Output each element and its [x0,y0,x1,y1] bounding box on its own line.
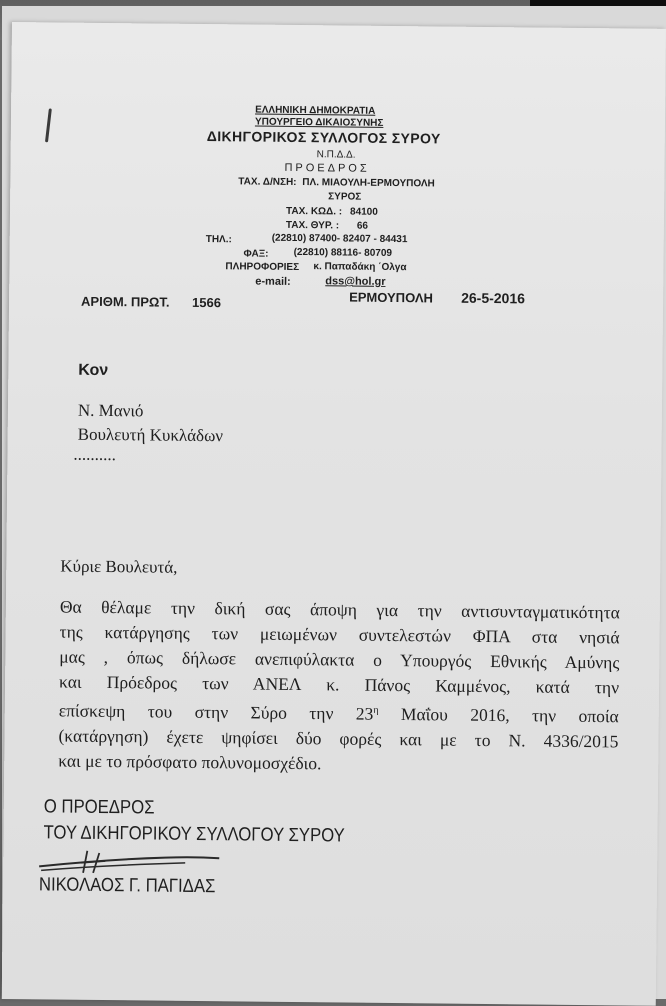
phone-label: ΤΗΛ.: [205,234,232,246]
recipient-dots: .......... [73,444,117,465]
body-line: της κατάργησης των μειωμένων συντελεστών ΦΠΑ στα νησιά [59,621,620,648]
salutation: Κύριε Βουλευτά, [60,556,178,577]
pobox-value: 66 [356,220,369,232]
email-link[interactable]: dss@hol.gr [325,275,386,288]
date: 26-5-2016 [461,289,526,307]
address-label: ΤΑΧ. Δ/ΝΣΗ: [238,176,297,188]
protocol-number: 1566 [191,294,222,311]
body-line: Θα θέλαμε την δική σας άποψη για την αντισυνταγματικότητα [59,596,620,623]
body-line: (κατάργηση) έχετε ψηφίσει δύο φορές και με το Ν. 4336/2015 [58,725,619,752]
body-line-part: Μαΐου 2016, την οποία [378,703,619,727]
postcode-label: ΤΑΧ. ΚΩΔ. : [285,205,343,218]
email-label: e-mail: [255,275,291,288]
closing-organization: ΤΟΥ ΔΙΚΗΓΟΡΙΚΟΥ ΣΥΛΛΟΓΟΥ ΣΥΡΟΥ [43,822,345,847]
phone-value: (22810) 87400- 82407 - 84431 [271,232,408,246]
npdd-line: Ν.Π.Δ.Δ. [316,149,356,161]
body-line: μας , όπως δήλωσε ανεπιφύλακτα ο Υπουργός Εθνικής Αμύνης [59,646,620,673]
president-line: ΠΡΟΕΔΡΟΣ [284,161,370,175]
recipient-title: Βουλευτή Κυκλάδων [77,424,224,446]
info-value: κ. Παπαδάκη ΄Ολγα [313,261,407,274]
ministry-line: ΥΠΟΥΡΓΕΙΟ ΔΙΚΑΙΟΣΥΝΗΣ [254,116,384,129]
address-value: ΠΛ. ΜΙΑΟΥΛΗ-ΕΡΜΟΥΠΟΛΗ [302,177,435,190]
recipient-name: Ν. Μανιό [77,400,144,421]
republic-line: ΕΛΛΗΝΙΚΗ ΔΗΜΟΚΡΑΤΙΑ [255,104,376,117]
body-line: και Πρόεδρος των ΑΝΕΛ κ. Πάνος Καμμένος, κατά την [58,671,620,698]
place: ΕΡΜΟΥΠΟΛΗ [349,289,434,306]
ordinal-superscript: η [373,704,379,716]
pen-mark [45,108,52,142]
pobox-label: ΤΑΧ. ΘΥΡ. : [285,219,340,232]
body-line: και με το πρόσφατο πολυνομοσχέδιο. [58,750,322,774]
closing-role: Ο ΠΡΟΕΔΡΟΣ [43,796,155,819]
info-label: ΠΛΗΡΟΦΟΡΙΕΣ [225,261,300,274]
recipient-honorific: Κον [78,361,109,380]
protocol-label: ΑΡΙΘΜ. ΠΡΩΤ. [81,293,170,310]
letter-body [58,595,620,780]
fax-label: ΦΑΞ: [243,248,269,260]
address-island: ΣΥΡΟΣ [328,191,362,203]
handwritten-signature [35,846,225,878]
postcode-value: 84100 [349,206,378,218]
letter-page [2,22,666,1006]
fax-value: (22810) 88116- 80709 [293,246,393,259]
body-line-part: επίσκεψη του στην Σύρο την 23 [58,700,374,724]
association-name: ΔΙΚΗΓΟΡΙΚΟΣ ΣΥΛΛΟΓΟΣ ΣΥΡΟΥ [206,128,441,147]
signer-name: ΝΙΚΟΛΑΟΣ Γ. ΠΑΓΙΔΑΣ [38,874,216,898]
